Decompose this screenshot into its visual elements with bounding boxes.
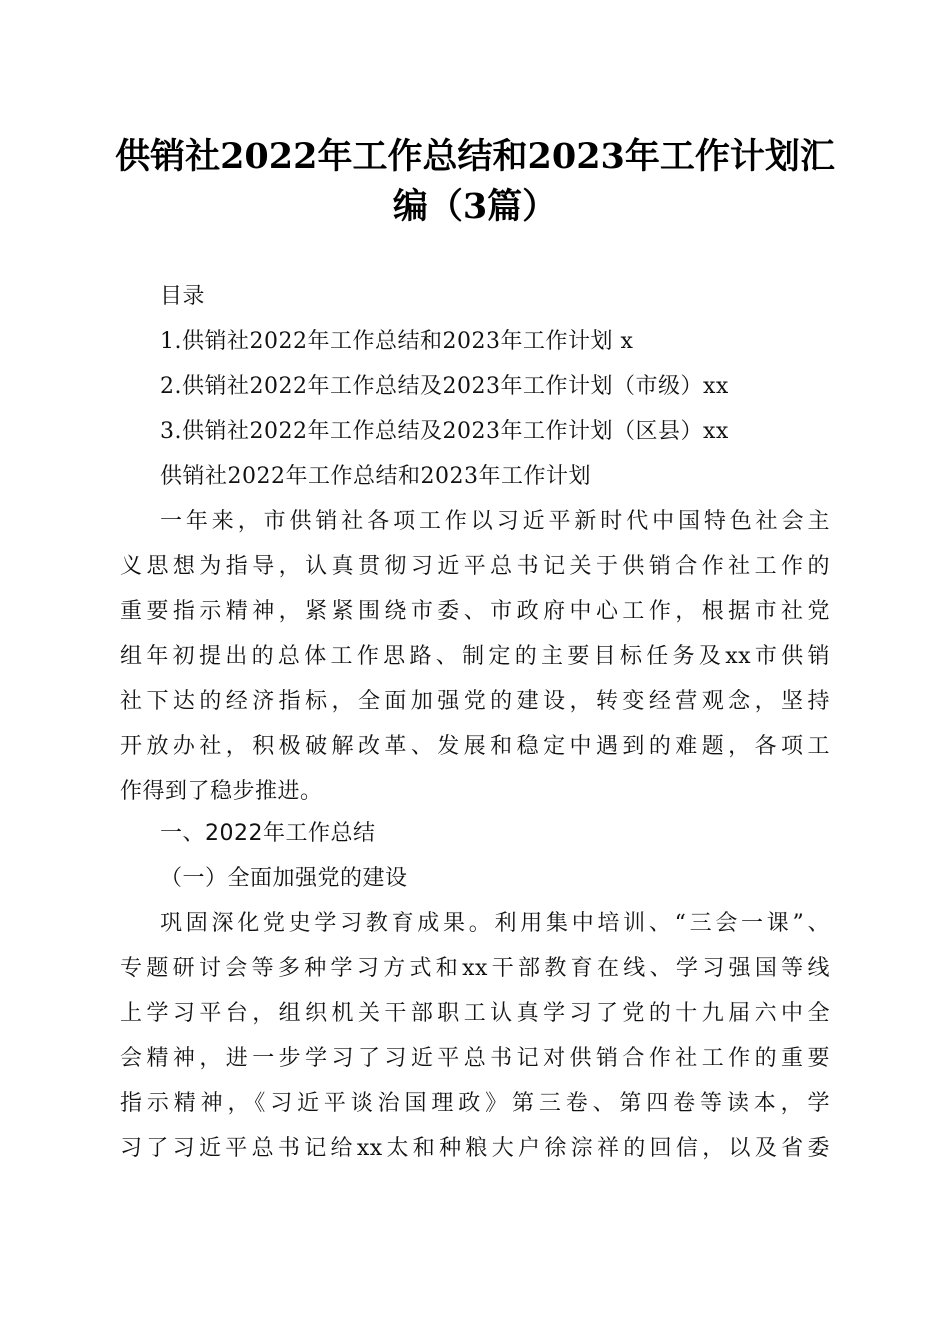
title-line-2: 编（3篇） — [392, 186, 558, 227]
body-line-1: 巩固深化党史学习教育成果。利用集中培训、“三会一课”、 — [160, 911, 830, 936]
intro-line-5: 社下达的经济指标，全面加强党的建设，转变经营观念，坚持 — [120, 689, 830, 714]
toc-item-2: 2.供销社2022年工作总结及2023年工作计划（市级）xx — [160, 374, 729, 399]
heading-subsection-1: （一）全面加强党的建设 — [160, 866, 408, 891]
intro-line-6: 开放办社，积极破解改革、发展和稳定中遇到的难题，各项工 — [120, 734, 830, 759]
title-line-1: 供销社2022年工作总结和2023年工作计划汇 — [115, 136, 835, 177]
intro-line-2: 义思想为指导，认真贯彻习近平总书记关于供销合作社工作的 — [120, 554, 830, 579]
toc-heading: 目录 — [160, 284, 206, 309]
toc-item-3: 3.供销社2022年工作总结及2023年工作计划（区县）xx — [160, 419, 729, 444]
body-line-5: 指示精神，《习近平谈治国理政》第三卷、第四卷等读本，学 — [120, 1091, 830, 1116]
toc-item-1: 1.供销社2022年工作总结和2023年工作计划 x — [160, 329, 634, 354]
intro-line-4: 组年初提出的总体工作思路、制定的主要目标任务及xx市供销 — [120, 644, 830, 669]
intro-line-1: 一年来，市供销社各项工作以习近平新时代中国特色社会主 — [160, 509, 830, 534]
intro-line-3: 重要指示精神，紧紧围绕市委、市政府中心工作，根据市社党 — [120, 599, 830, 624]
intro-line-7: 作得到了稳步推进。 — [120, 779, 323, 804]
heading-section-1: 一、2022年工作总结 — [160, 821, 376, 846]
body-line-6: 习了习近平总书记给xx太和种粮大户徐淙祥的回信，以及省委 — [120, 1136, 830, 1161]
body-line-2: 专题研讨会等多种学习方式和xx干部教育在线、学习强国等线 — [120, 956, 830, 981]
body-line-4: 会精神，进一步学习了习近平总书记对供销合作社工作的重要 — [120, 1046, 830, 1071]
section-title: 供销社2022年工作总结和2023年工作计划 — [160, 464, 591, 489]
document-title — [100, 132, 850, 232]
body-line-3: 上学习平台，组织机关干部职工认真学习了党的十九届六中全 — [120, 1001, 830, 1026]
